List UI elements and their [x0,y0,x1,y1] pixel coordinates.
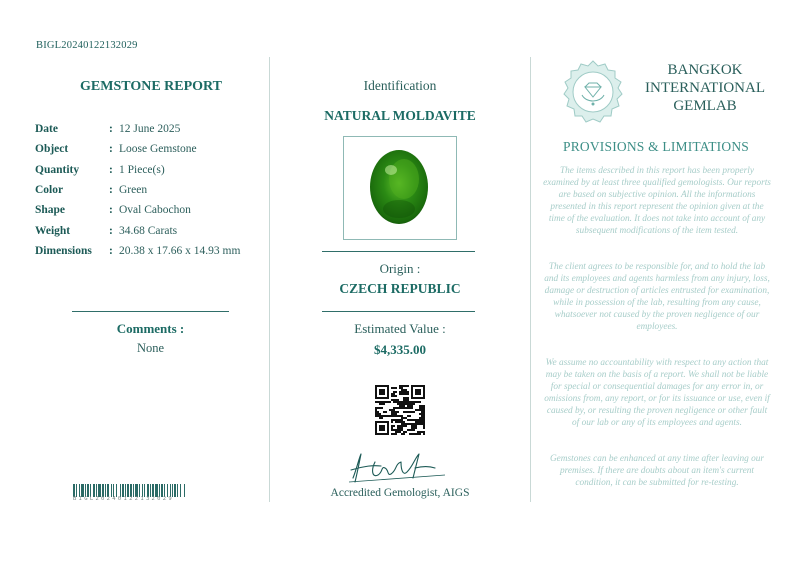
detail-label: Dimensions [35,244,92,257]
divider [322,311,475,312]
estimated-value-amount: $4,335.00 [374,342,426,357]
comments-value: None [136,341,165,355]
moldavite-image [344,137,456,239]
detail-row-object: Object : Loose Gemstone [35,143,197,156]
detail-value: Oval Cabochon [119,204,191,217]
detail-row-color: Color : Green [35,184,148,197]
column-divider [530,57,531,502]
gemstone-photo [343,136,457,240]
provisions-paragraph: Gemstones can be enhanced at any time after leaving our premises. If there are doubts about an item's current condition, it can be submitted for re-testing. [549,454,765,489]
detail-row-dimensions: Dimensions : 20.38 x 17.66 x 14.93 mm [35,244,241,257]
lab-name-line: INTERNATIONAL [645,80,765,96]
detail-label: Shape [35,204,66,217]
barcode-text: BIGL20240122132029 [73,496,175,502]
identification-heading: Identification [363,78,437,93]
detail-label: Date [35,123,58,136]
detail-value: 34.68 Carats [119,224,178,237]
detail-label: Quantity [35,163,80,176]
report-number: BIGL20240122132029 [36,40,138,51]
gem-logo-icon [560,59,626,125]
divider [72,311,229,312]
estimated-value-label: Estimated Value : [354,321,446,336]
detail-row-shape: Shape : Oval Cabochon [35,204,191,217]
provisions-paragraph: We assume no accountability with respect to any action that may be taken on the basis of a report. We shall not be liable for special or consequential damages for any error in, or omissions from, any report, or for its issuance or use, even if caused by, or resulting the proven negligence or other fault of our lab or any of its employees and agents. [544,358,770,429]
detail-value: 1 Piece(s) [119,163,165,176]
detail-row-quantity: Quantity : 1 Piece(s) [35,163,165,176]
provisions-paragraph: The items described in this report has been properly examined by at least three qualified gemologists. Our reports are based on subjective opinion. All the informations presented in this report represent the opinion given at the time of the evaluation. It does not take into account of any subsequent modifications of the item tested. [543,166,771,237]
provisions-paragraph: The client agrees to be responsible for, and to hold the lab and its employees and agents harmless from any injury, loss, damage or destruction of articles entrusted for examination, while in possession of the lab, resulting from any cause, whatsoever not caused by the proven negligence of our employees. [544,262,770,333]
gemologist-title: Accredited Gemologist, AIGS [330,487,470,499]
detail-value: Green [119,184,148,197]
origin-label: Origin : [379,261,421,276]
comments-label: Comments : [116,321,185,336]
details-table [35,119,240,261]
detail-value: 20.38 x 17.66 x 14.93 mm [119,244,241,257]
lab-name-line: BANGKOK [667,62,743,78]
detail-value: Loose Gemstone [119,143,197,156]
detail-label: Weight [35,224,71,237]
signature-icon [345,448,455,488]
report-title: GEMSTONE REPORT [80,79,222,94]
detail-label: Color [35,184,64,197]
provisions-title: PROVISIONS & LIMITATIONS [563,139,749,154]
detail-value: 12 June 2025 [119,123,181,136]
stone-name: NATURAL MOLDAVITE [324,108,476,123]
detail-row-date: Date : 12 June 2025 [35,123,181,136]
qr-code-icon [375,385,425,435]
lab-name [640,61,770,115]
detail-row-weight: Weight : 34.68 Carats [35,224,178,237]
divider [322,251,475,252]
detail-label: Object [35,143,69,156]
lab-name-line: GEMLAB [673,98,737,114]
origin-value: CZECH REPUBLIC [339,281,461,296]
